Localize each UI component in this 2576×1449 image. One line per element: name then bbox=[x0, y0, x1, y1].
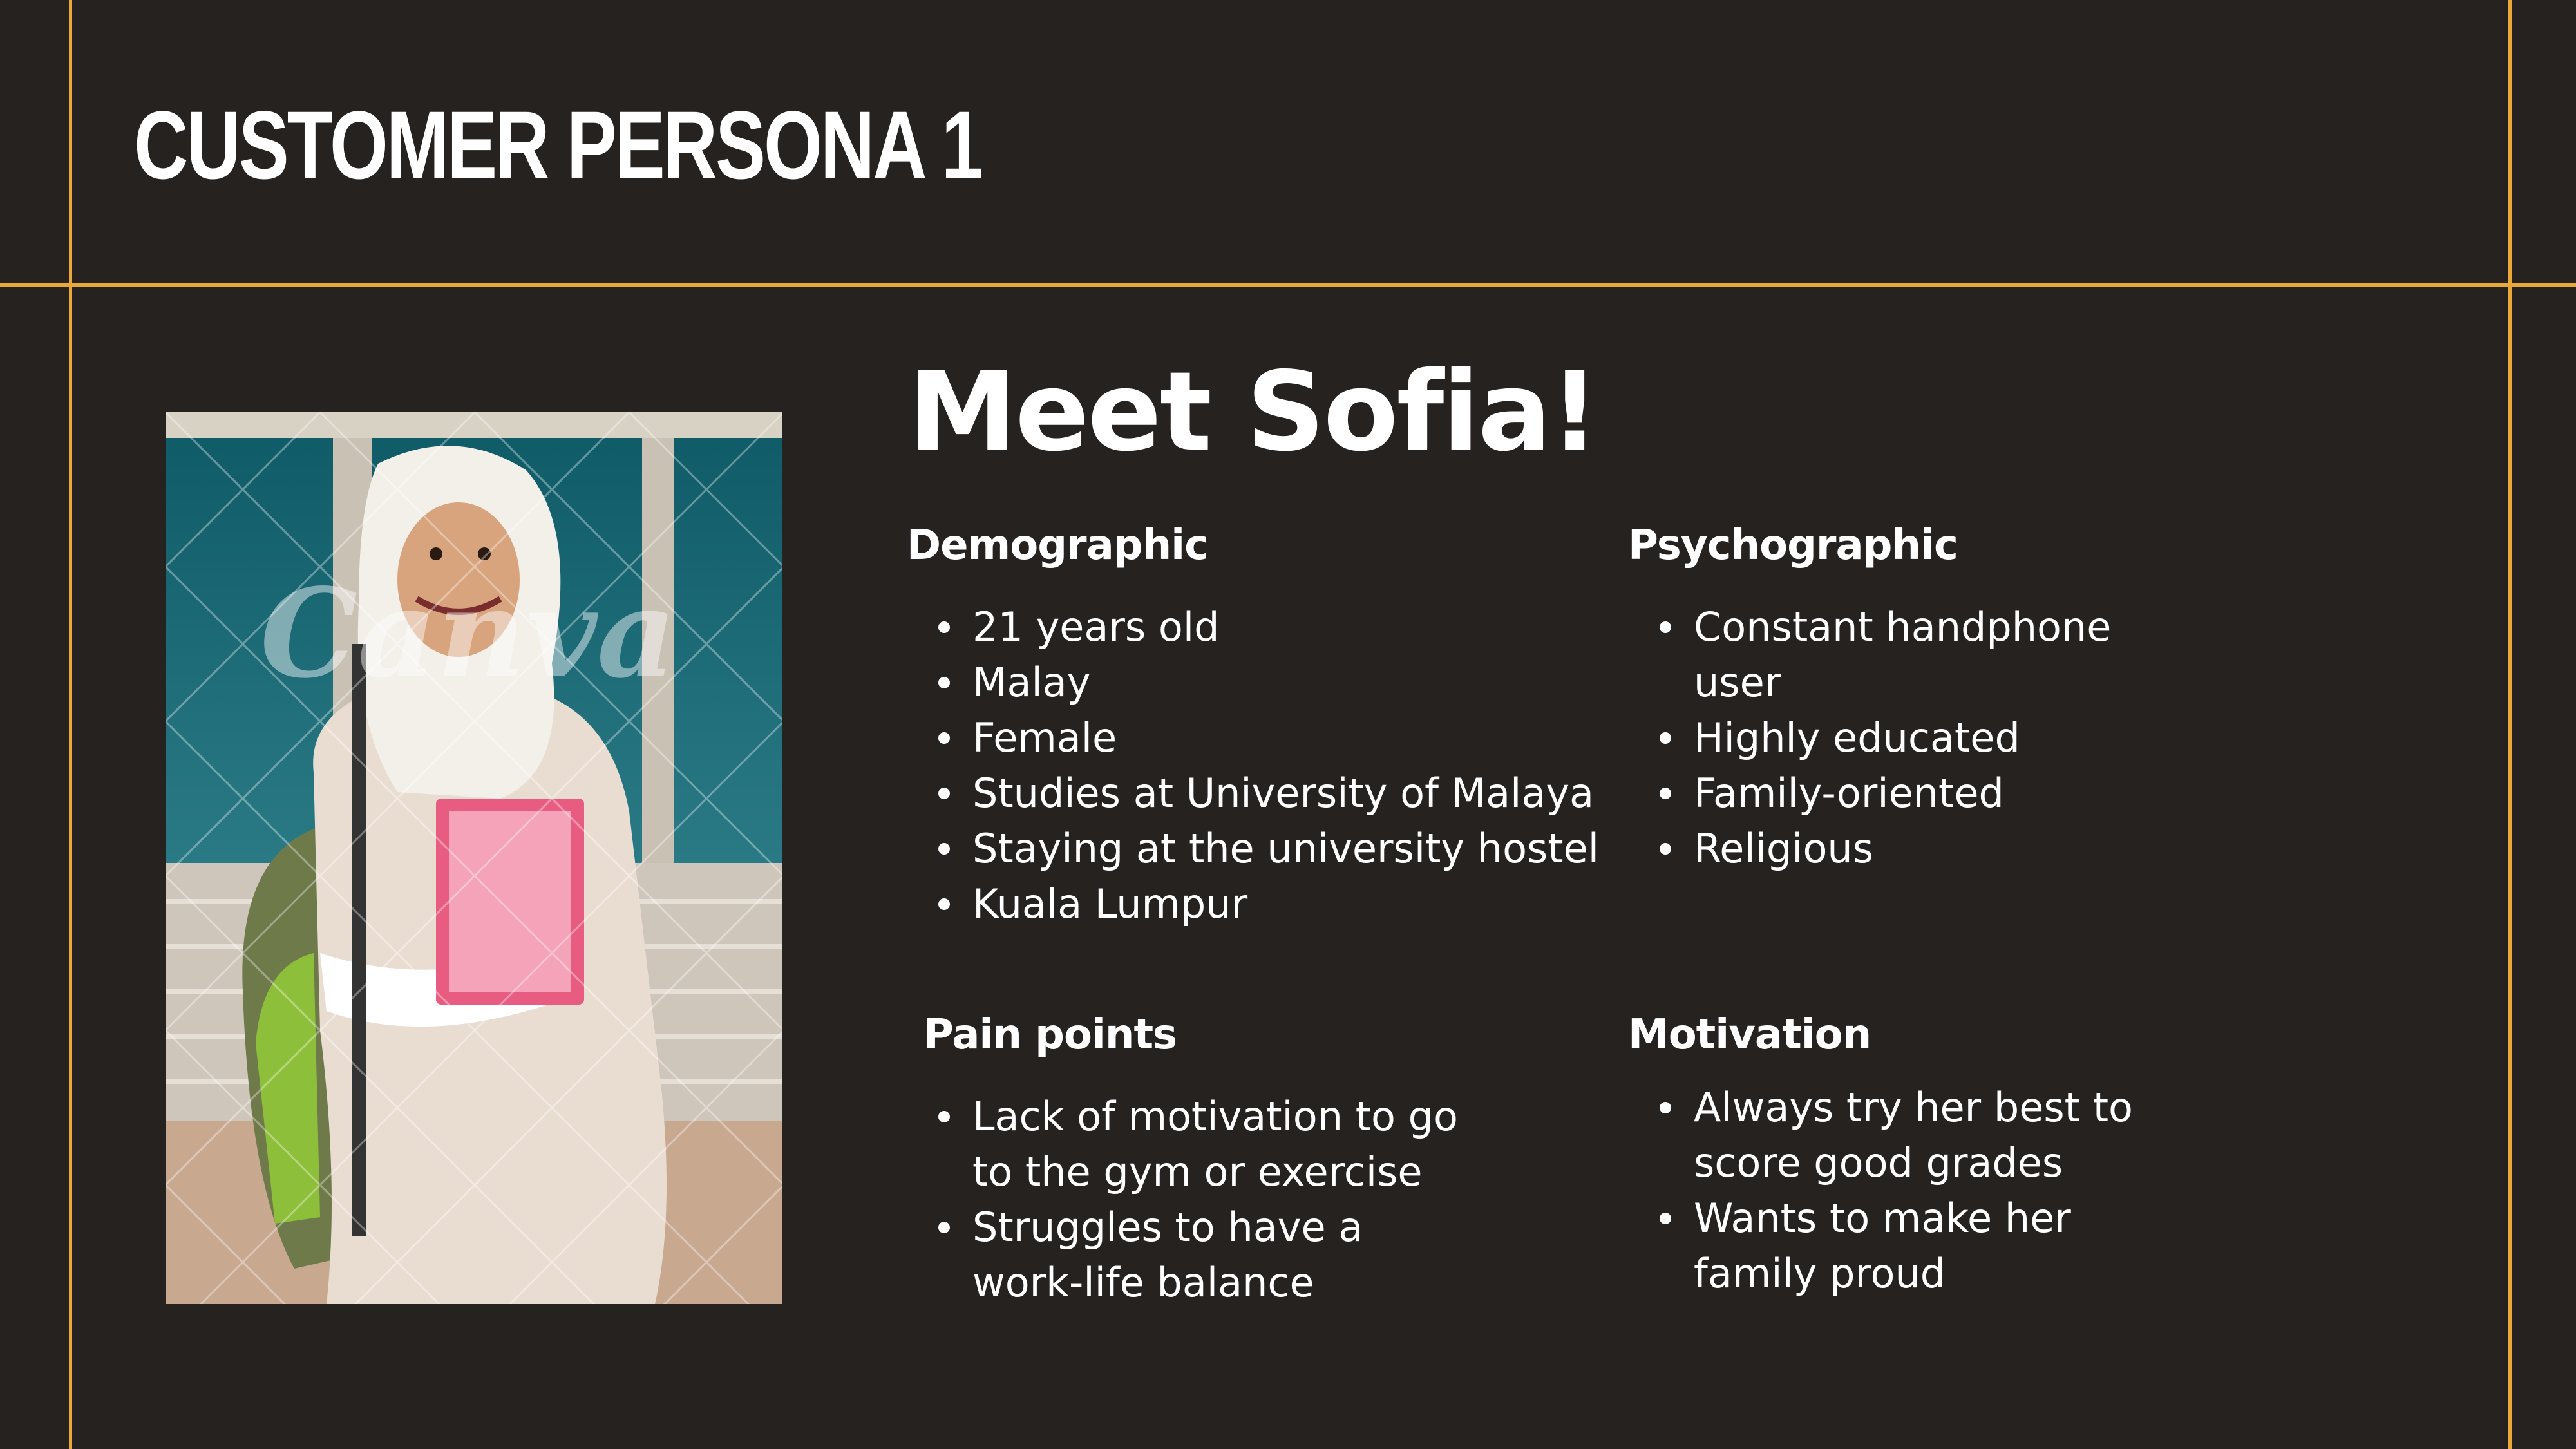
frame-line-right bbox=[2508, 0, 2512, 1449]
list-item bbox=[1628, 1080, 2133, 1191]
list-item: Kuala Lumpur bbox=[907, 876, 1599, 932]
list-item-line: Constant handphone bbox=[1694, 603, 2112, 650]
header-divider-line bbox=[0, 283, 2576, 287]
list-item-line: work-life balance bbox=[972, 1259, 1314, 1306]
pain-points-list bbox=[907, 1089, 1458, 1311]
psychographic-section bbox=[1628, 520, 2111, 876]
demographic-heading: Demographic bbox=[907, 522, 1208, 569]
psychographic-heading: Psychographic bbox=[1628, 522, 1958, 569]
pain-points-heading: Pain points bbox=[923, 1011, 1177, 1059]
watermark-text: Canva bbox=[260, 562, 676, 705]
list-item-line: Lack of motivation to go bbox=[972, 1093, 1458, 1140]
list-item-line: family proud bbox=[1694, 1250, 1946, 1297]
psychographic-list bbox=[1628, 600, 2111, 876]
demographic-list bbox=[907, 600, 1599, 932]
list-item: Female bbox=[907, 710, 1599, 766]
list-item: 21 years old bbox=[907, 600, 1599, 655]
list-item bbox=[1628, 1191, 2133, 1302]
motivation-list bbox=[1628, 1080, 2133, 1302]
demographic-section bbox=[907, 520, 1599, 932]
motivation-section bbox=[1628, 1009, 2133, 1302]
slide-title: CUSTOMER PERSONA 1 bbox=[134, 91, 981, 199]
list-item-line: to the gym or exercise bbox=[972, 1148, 1423, 1195]
motivation-heading: Motivation bbox=[1628, 1011, 1871, 1059]
persona-photo bbox=[166, 412, 782, 1304]
frame-line-left bbox=[69, 0, 72, 1449]
list-item: Staying at the university hostel bbox=[907, 821, 1599, 876]
list-item: Highly educated bbox=[1628, 710, 2111, 766]
list-item: Studies at University of Malaya bbox=[907, 766, 1599, 821]
list-item: Family-oriented bbox=[1628, 766, 2111, 821]
list-item: Malay bbox=[907, 655, 1599, 710]
list-item-line: Struggles to have a bbox=[972, 1204, 1363, 1251]
list-item: Religious bbox=[1628, 821, 2111, 876]
list-item-line: Wants to make her bbox=[1694, 1195, 2071, 1242]
pain-points-section bbox=[923, 1009, 1458, 1311]
list-item-line: user bbox=[1694, 659, 1781, 706]
list-item bbox=[1628, 600, 2111, 710]
persona-headline: Meet Sofia! bbox=[908, 348, 1598, 476]
list-item-line: Always try her best to bbox=[1694, 1084, 2133, 1131]
list-item-line: score good grades bbox=[1694, 1139, 2063, 1186]
list-item bbox=[907, 1089, 1458, 1200]
list-item bbox=[907, 1200, 1458, 1311]
